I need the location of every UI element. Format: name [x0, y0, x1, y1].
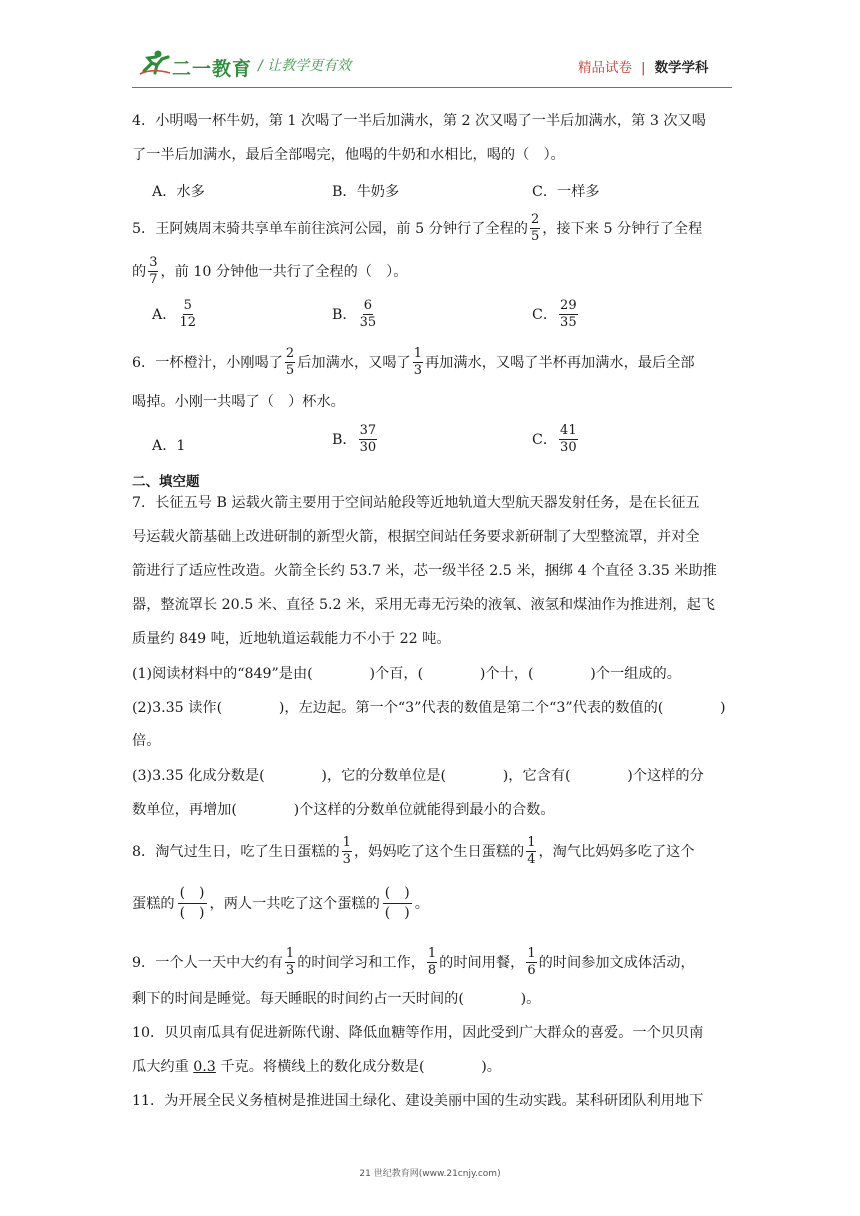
header-separator: |: [641, 60, 646, 76]
numerator: 3: [149, 255, 158, 270]
denominator: 3: [342, 851, 351, 867]
fraction: [148, 256, 158, 286]
option-text: A．1: [152, 438, 186, 454]
denominator: 30: [560, 439, 577, 455]
numerator: 1: [413, 346, 422, 361]
q5-option-b: [332, 300, 379, 330]
runner-logo-icon: [138, 49, 172, 77]
q5-text-a: 5．王阿姨周末骑共享单车前往滨河公园，前 5 分钟行了全程的: [132, 221, 528, 238]
header-subject: [578, 56, 709, 76]
page-header: [0, 0, 860, 95]
q10-line1: 10．贝贝南瓜具有促进新陈代谢、降低血糖等作用，因此受到广大群众的喜爱。一个贝贝南: [132, 1025, 704, 1041]
q10-line2: [132, 1060, 501, 1074]
q9-line1: [132, 948, 695, 978]
option-letter: C．: [532, 432, 558, 449]
q6-option-c: [532, 425, 580, 455]
q9-text-a: 9．一个人一天中大约有: [132, 955, 283, 972]
fraction: [559, 299, 578, 329]
fraction: [526, 836, 536, 866]
q10-text-b: 千克。将横线上的数化成分数是( )。: [215, 1059, 501, 1075]
q7-line5: 质量约 849 吨，近地轨道运载能力不小于 22 吨。: [132, 631, 451, 647]
denominator: 7: [149, 271, 158, 287]
answer-fraction-blank[interactable]: [383, 886, 412, 922]
fraction: [526, 947, 536, 977]
q7-sub2-line2: 倍。: [132, 733, 161, 749]
q7-line1: 7．长征五号 B 运载火箭主要用于空间站舱段等近地轨道大型航天器发射任务，是在长征五: [132, 495, 700, 511]
slogan: / 让教学更有效: [258, 58, 352, 74]
logo-text: 二一教育: [172, 58, 253, 80]
denominator: 4: [527, 851, 536, 867]
q5-text-b: ，接下来 5 分钟行了全程: [542, 221, 703, 238]
numerator: 2: [530, 212, 540, 227]
answer-fraction-blank[interactable]: [178, 886, 207, 922]
q6-line2: 喝掉。小刚一共喝了（ ）杯水。: [132, 394, 345, 410]
q6-text-a: 6．一杯橙汁，小刚喝了: [132, 355, 283, 372]
fraction: [359, 299, 378, 329]
numerator: 1: [427, 946, 437, 961]
numerator: 1: [527, 835, 536, 850]
q6-text-c: 再加满水，又喝了半杯再加满水，最后全部: [424, 355, 695, 372]
denominator: 30: [359, 439, 377, 455]
denominator: 8: [427, 962, 437, 978]
q5-text-d: ，前 10 分钟他一共行了全程的（ ）。: [160, 264, 408, 281]
q7-sub3-line2: 数单位，再增加( )个这样的分数单位就能得到最小的合数。: [132, 802, 555, 818]
q9-text-c: 的时间用餐，: [439, 955, 525, 972]
q8-line1: [132, 837, 695, 867]
q6-option-a: [152, 425, 186, 454]
numerator: 1: [342, 835, 351, 850]
q7-line3: 箭进行了适应性改造。火箭全长约 53.7 米，芯一级半径 2.5 米，捆绑 4 个直径 3.35 米助推: [132, 563, 717, 579]
q9-line2: 剩下的时间是睡觉。每天睡眠的时间约占一天时间的( )。: [132, 991, 541, 1007]
fraction: [285, 947, 295, 977]
denominator: 3: [413, 362, 422, 378]
option-letter: B．: [332, 307, 357, 324]
q8-line2: [132, 886, 429, 922]
numerator: 1: [527, 946, 536, 961]
q8-text-a: 8．淘气过生日，吃了生日蛋糕的: [132, 844, 340, 861]
header-label-subject: 数学学科: [654, 60, 709, 76]
q4-line1: 4．小明喝一杯牛奶，第 1 次喝了一半后加满水，第 2 次又喝了一半后加满水，第 3 次又喝: [132, 113, 706, 129]
fraction: [342, 836, 352, 866]
fraction: [559, 424, 578, 454]
q10-text-a: 瓜大约重: [132, 1059, 194, 1075]
q9-text-d: 的时间参加文成体活动，: [538, 955, 695, 972]
q5-text-c: 的: [132, 264, 147, 281]
q6-line1: [132, 348, 695, 378]
page-footer: 21 世纪教育网(www.21cnjy.com): [359, 1169, 501, 1179]
numerator: 1: [285, 946, 295, 961]
q7-sub1: (1)阅读材料中的“849”是由( )个百，( )个十，( )个一组成的。: [132, 666, 681, 682]
q5-line1: [132, 214, 702, 244]
option-letter: A．: [152, 307, 177, 324]
fraction: [530, 213, 540, 243]
q6-option-b: [332, 425, 379, 455]
numerator: 2: [285, 346, 295, 361]
fraction: [359, 424, 378, 454]
q8-text-f: 。: [414, 895, 429, 912]
header-rule: [132, 87, 732, 88]
numerator: 41: [560, 423, 577, 438]
q8-text-c: ，淘气比妈妈多吃了这个: [538, 844, 695, 861]
q4-line2: 了一半后加满水，最后全部喝完，他喝的牛奶和水相比，喝的（ ）。: [132, 147, 565, 163]
option-letter: B．: [332, 432, 357, 449]
q7-sub2-line1: (2)3.35 读作( )，左边起。第一个“3”代表的数值是第二个“3”代表的数值的( ): [132, 700, 726, 716]
denominator-blank[interactable]: ( ): [384, 905, 410, 922]
section-heading: 二、填空题: [132, 474, 200, 490]
numerator-blank[interactable]: ( ): [383, 886, 412, 904]
fraction: [413, 347, 423, 377]
q11-line1: 11．为开展全民义务植树是推进国土绿化、建设美丽中国的生动实践。某科研团队利用地下: [132, 1093, 704, 1109]
q5-option-c: [532, 300, 580, 330]
numerator: 37: [359, 423, 377, 438]
q5-line2: [132, 257, 407, 287]
q8-text-b: ，妈妈吃了这个生日蛋糕的: [353, 844, 525, 861]
option-letter: C．: [532, 307, 558, 324]
q9-text-b: 的时间学习和工作，: [297, 955, 425, 972]
numerator: 5: [183, 298, 192, 313]
denominator: 5: [285, 362, 295, 378]
q7-line4: 器，整流罩长 20.5 米、直径 5.2 米，采用无毒无污染的液氧、液氢和煤油作为推进剂，起飞: [132, 597, 715, 613]
numerator: 29: [560, 298, 577, 313]
denominator: 12: [179, 314, 196, 330]
numerator: 6: [363, 298, 373, 313]
q5-option-a: [152, 300, 199, 330]
fraction: [427, 947, 437, 977]
denominator: 35: [359, 314, 377, 330]
q8-text-d: 蛋糕的: [132, 895, 175, 912]
q7-sub3-line1: (3)3.35 化成分数是( )，它的分数单位是( )，它含有( )个这样的分: [132, 768, 704, 784]
q6-text-b: 后加满水，又喝了: [297, 355, 411, 372]
q4-option-c: C．一样多: [532, 184, 600, 200]
fraction: [178, 299, 197, 329]
fraction: [285, 347, 295, 377]
underlined-number: 0.3: [193, 1059, 216, 1075]
header-label-quality: 精品试卷: [578, 60, 632, 76]
denominator: 6: [527, 962, 536, 978]
denominator: 3: [285, 962, 295, 978]
q7-line2: 号运载火箭基础上改进研制的新型火箭，根据空间站任务要求新研制了大型整流罩，并对全: [132, 529, 700, 545]
q4-option-b: B．牛奶多: [332, 184, 400, 200]
denominator: 5: [530, 228, 540, 244]
denominator-blank[interactable]: ( ): [179, 905, 205, 922]
q8-text-e: ，两人一共吃了这个蛋糕的: [209, 895, 380, 912]
numerator-blank[interactable]: ( ): [178, 886, 207, 904]
denominator: 35: [560, 314, 577, 330]
q4-option-a: A．水多: [152, 184, 205, 200]
